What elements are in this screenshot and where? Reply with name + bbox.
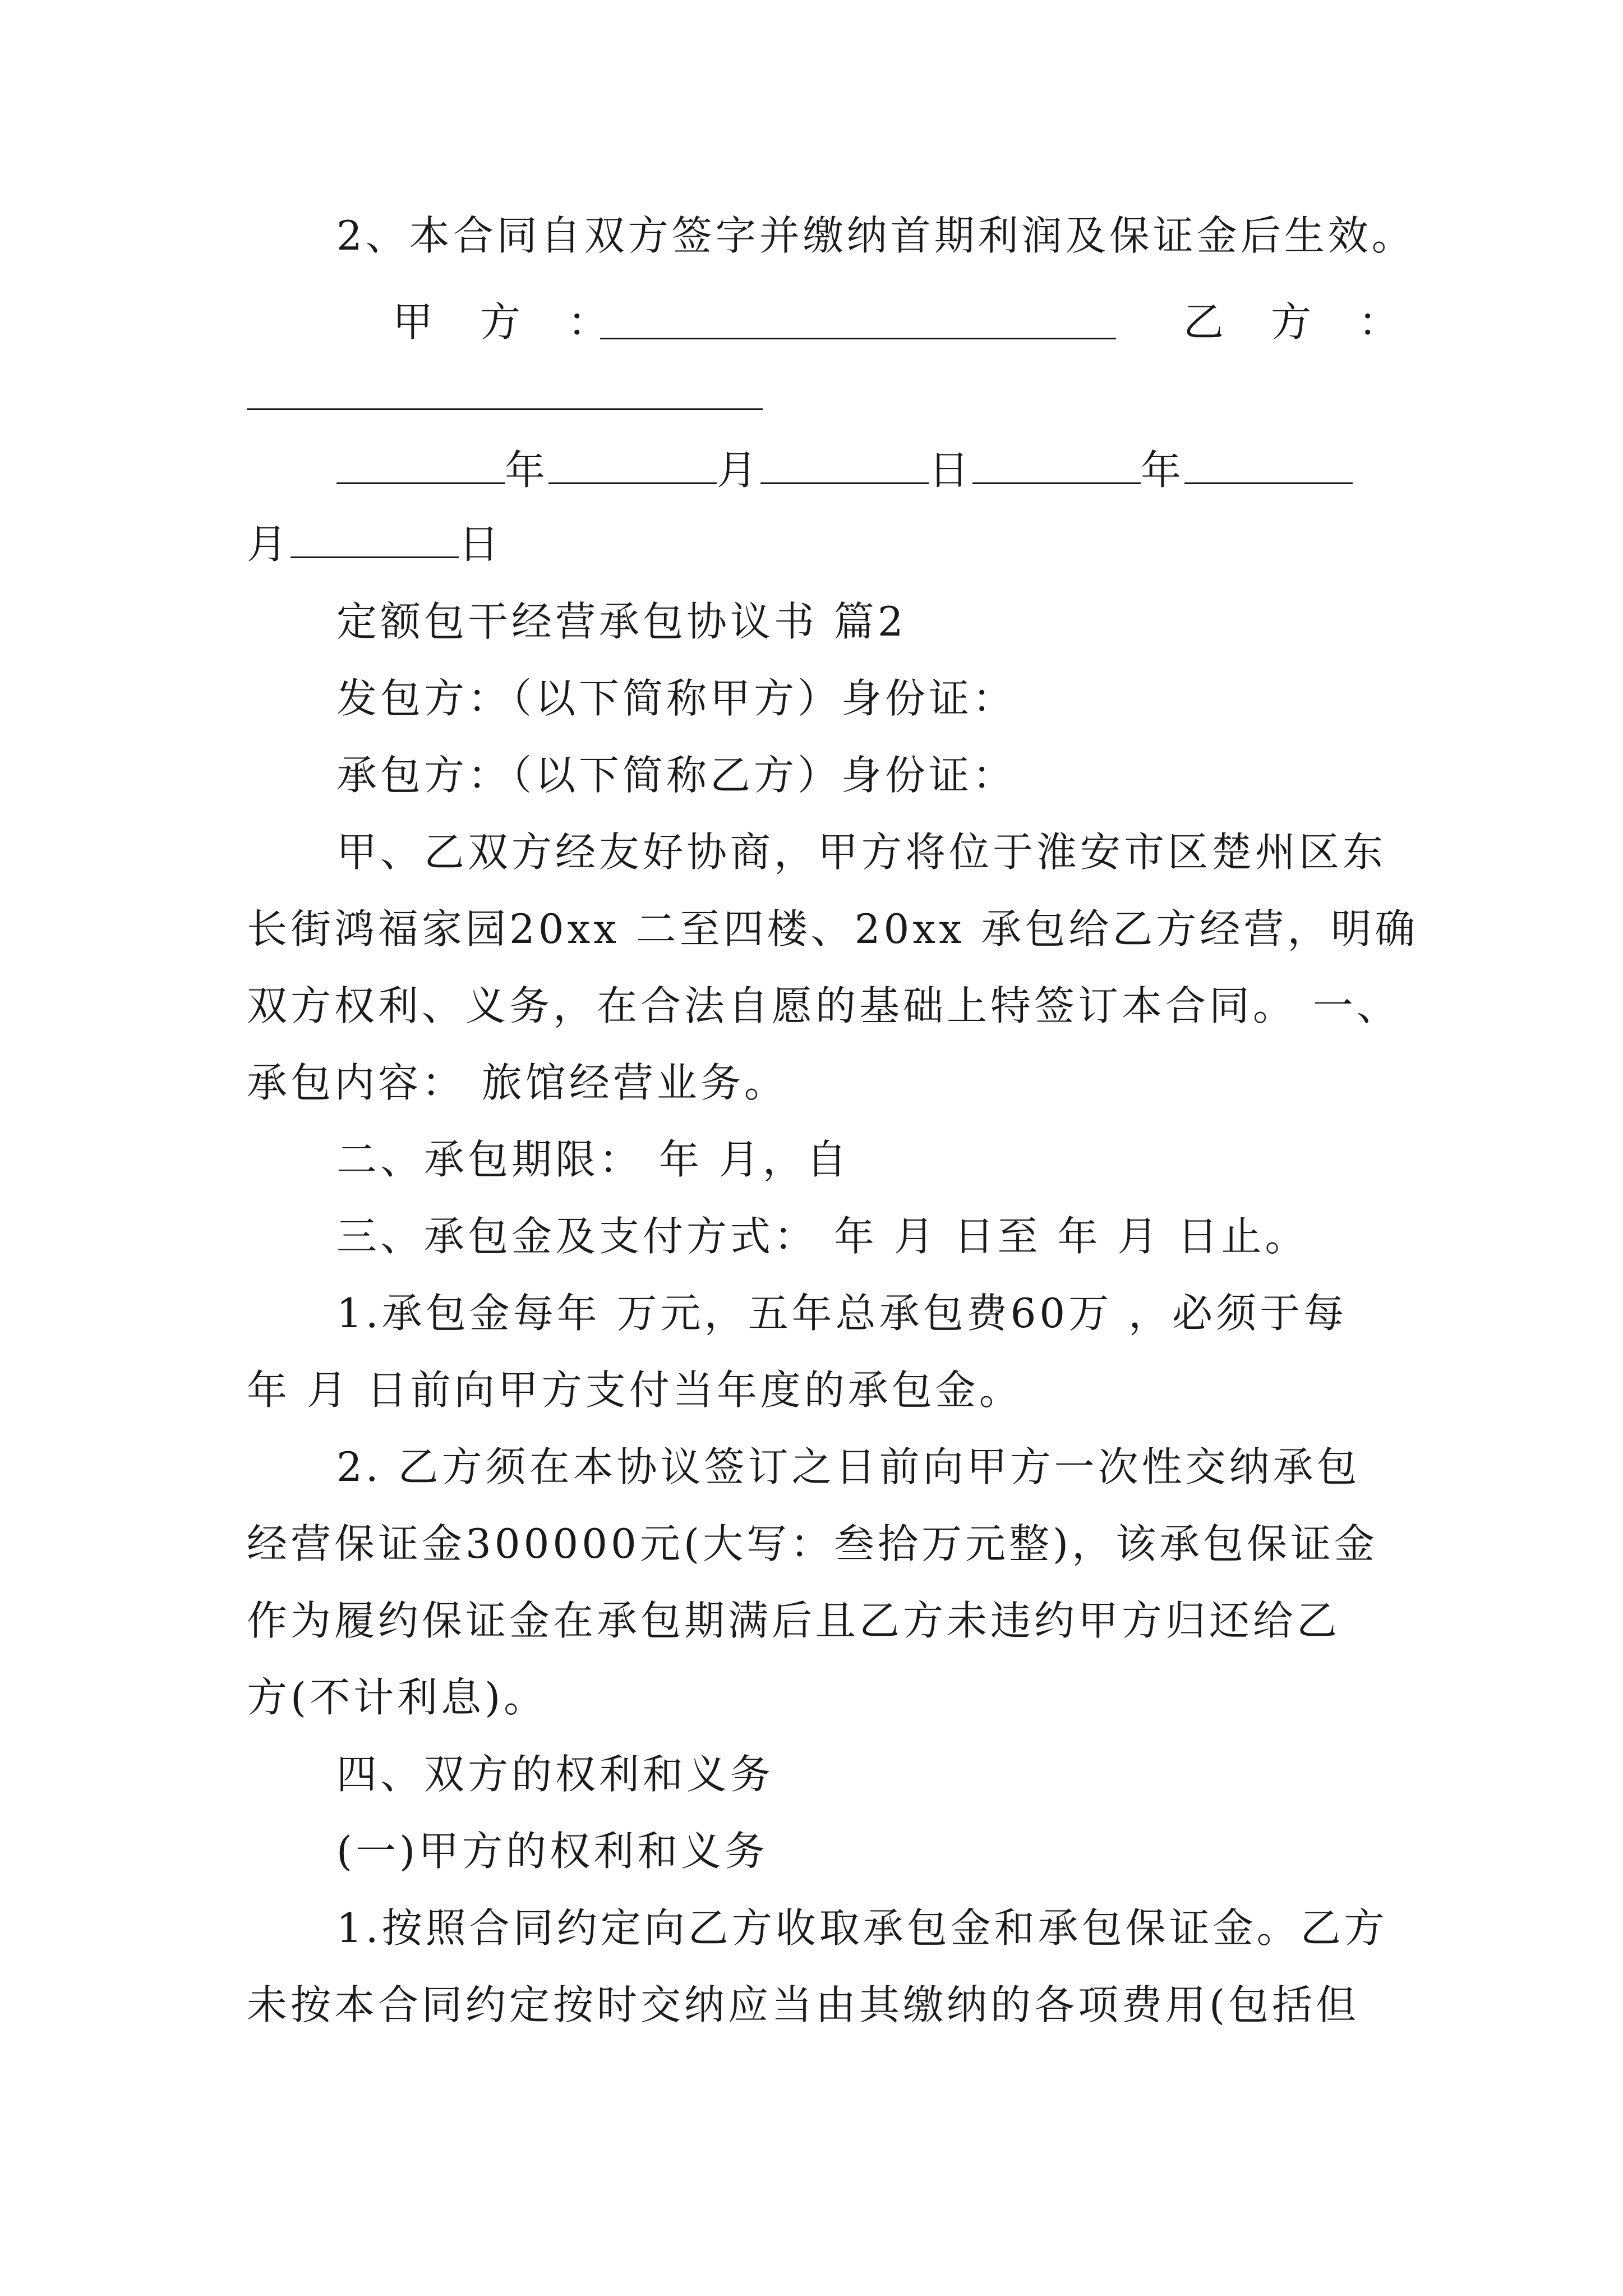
- date-blank: [336, 443, 505, 484]
- day-label: 日: [929, 447, 973, 494]
- intro-line-4: 承包内容： 旅馆经营业务。: [247, 1059, 788, 1106]
- date-blank: [972, 443, 1141, 484]
- issuer-line: 发包方：（以下简称甲方）身份证：: [336, 675, 1017, 722]
- payment-item-2-line-2: 经营保证金300000元(大写：叁拾万元整)，该承包保证金: [247, 1520, 1378, 1567]
- month-label: 月: [247, 521, 291, 568]
- party-b-signature-label: 乙 方 ：: [1183, 298, 1403, 346]
- party-a-signature-label: 甲 方 ：: [393, 298, 612, 346]
- rights-item-1-line-2: 未按本合同约定按时交纳应当由其缴纳的各项费用(包括但: [247, 1981, 1360, 2028]
- payment-item-1-line-2: 年 月 日前向甲方支付当年度的承包金。: [247, 1366, 1023, 1414]
- section-title: 定额包干经营承包协议书 篇2: [336, 598, 907, 645]
- date-blank: [291, 517, 459, 558]
- party-a-signature-blank: [600, 338, 1116, 339]
- date-line-2: [247, 517, 502, 571]
- year-label: 年: [1141, 447, 1185, 494]
- date-blank: [760, 443, 929, 484]
- paragraph-effective-clause: 2、本合同自双方签字并缴纳首期利润及保证金后生效。: [336, 212, 1415, 259]
- party-b-signature-blank: [247, 408, 763, 410]
- year-label: 年: [505, 447, 549, 494]
- payment-item-2-line-1: 2. 乙方须在本协议签订之日前向甲方一次性交纳承包: [336, 1443, 1361, 1490]
- payment-line: 三、承包金及支付方式： 年 月 日至 年 月 日止。: [336, 1213, 1309, 1260]
- term-line: 二、承包期限： 年 月，自: [336, 1136, 850, 1183]
- date-blank: [548, 443, 717, 484]
- month-label: 月: [717, 447, 761, 494]
- payment-item-2-line-4: 方(不计利息)。: [247, 1674, 548, 1721]
- intro-line-2: 长街鸿福家园20xx 二至四楼、20xx 承包给乙方经营，明确: [247, 905, 1419, 953]
- rights-section-title: 四、双方的权利和义务: [336, 1751, 774, 1798]
- day-label: 日: [459, 521, 503, 568]
- contractor-line: 承包方：（以下简称乙方）身份证：: [336, 752, 1017, 799]
- date-blank: [1184, 443, 1353, 484]
- intro-line-1: 甲、乙双方经友好协商，甲方将位于淮安市区楚州区东: [336, 829, 1387, 876]
- intro-line-3: 双方权利、义务，在合法自愿的基础上特签订本合同。 一、: [247, 982, 1400, 1029]
- payment-item-1-line-1: 1.承包金每年 万元，五年总承包费60万 ，必须于每: [336, 1290, 1348, 1337]
- payment-item-2-line-3: 作为履约保证金在承包期满后且乙方未违约甲方归还给乙: [247, 1597, 1341, 1644]
- date-line-1: [336, 443, 1353, 497]
- rights-item-1-line-1: 1.按照合同约定向乙方收取承包金和承包保证金。乙方: [336, 1904, 1388, 1952]
- party-a-rights-title: (一)甲方的权利和义务: [336, 1828, 769, 1875]
